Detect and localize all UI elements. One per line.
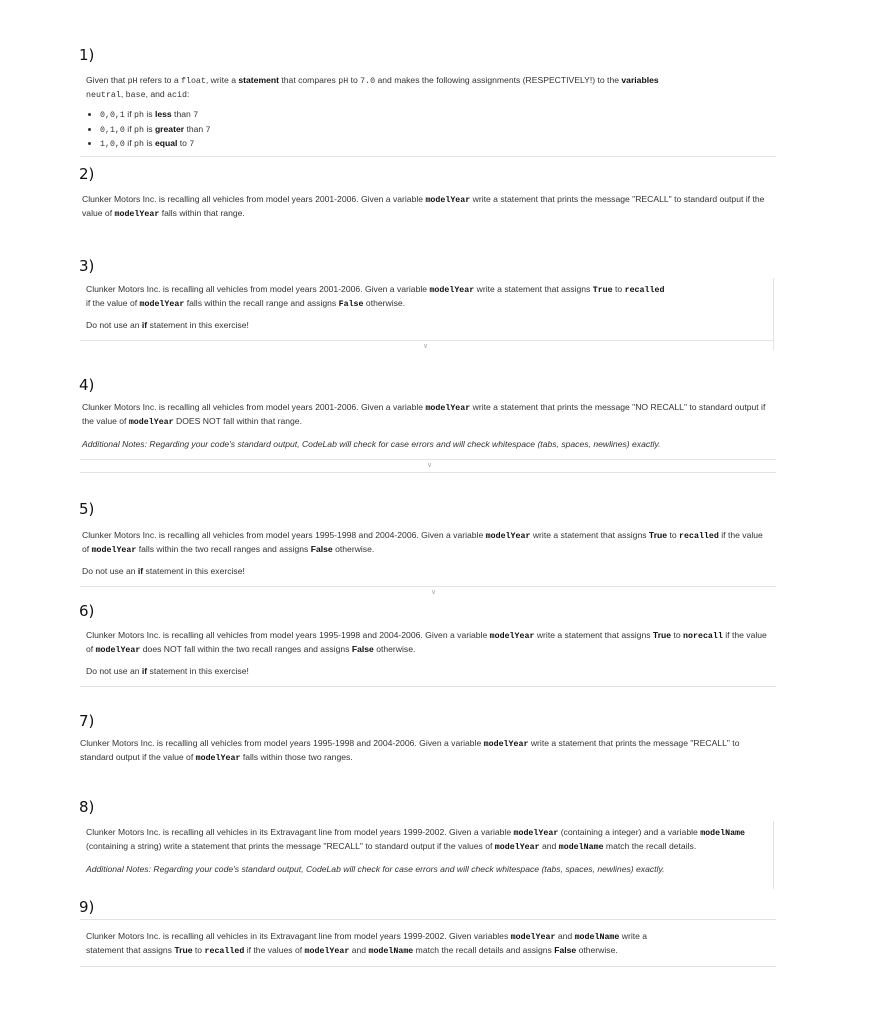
question-8-text: Clunker Motors Inc. is recalling all vehicles in its Extravagant line from model years 1999-2002. Given a variable modelYear (containing a integer) and a variable modelName (containing a string) write a statement that prints the message "RECALL" to standard output if the values of modelYear and modelName match the recall details. Additional Notes: Regarding your code's standard output, CodeLab will check for case errors and will check whitespace (tabs, spaces, newlines) exactly. xyxy=(86,826,770,876)
assignment-list xyxy=(86,108,776,152)
question-6-number: 6) xyxy=(79,602,95,620)
divider xyxy=(80,919,776,920)
list-item: • 1,0,0 if ph is equal to 7 xyxy=(100,137,776,152)
divider xyxy=(80,966,776,967)
divider xyxy=(80,686,776,687)
question-9-number: 9) xyxy=(79,898,95,916)
question-8-number: 8) xyxy=(79,798,95,816)
divider xyxy=(80,340,774,341)
question-2-text: Clunker Motors Inc. is recalling all vehicles from model years 2001-2006. Given a variable modelYear write a statement that prints the message "RECALL" to standard output if the value of modelYear falls within that range. xyxy=(82,194,765,219)
question-7-text: Clunker Motors Inc. is recalling all vehicles from model years 1995-1998 and 2004-2006. Given a variable modelYear write a statement that prints the message "RECALL" to standard output if the value of modelYear falls within those two ranges. xyxy=(80,738,740,763)
question-3-text: Clunker Motors Inc. is recalling all vehicles from model years 2001-2006. Given a variable modelYear write a statement that assigns True to recalled if the value of modelYear falls within the recall range and assigns False otherwise. Do not use an if statement in this exercise! xyxy=(86,284,665,330)
divider xyxy=(80,156,776,157)
divider xyxy=(80,472,776,473)
question-2-number: 2) xyxy=(79,165,95,183)
chevron-down-icon[interactable]: ∨ xyxy=(427,462,433,469)
question-1-text: Given that pH refers to a float, write a statement that compares pH to 7.0 and makes the following assignments (RESPECTIVELY!) to the variables neutral, base, and acid: • 0,0,1 if ph is less than 7 • 0,1,0 if ph is greater than 7 • 1,0,0 if ph is equal to 7 xyxy=(86,74,776,152)
divider xyxy=(80,459,776,460)
question-4-number: 4) xyxy=(79,376,95,394)
question-9-text: Clunker Motors Inc. is recalling all vehicles in its Extravagant line from model years 1999-2002. Given variables modelYear and modelName write a statement that assigns True to recalled if the values of modelYear and modelName match the recall details and assigns False otherwise. xyxy=(86,931,648,956)
question-5-number: 5) xyxy=(79,500,95,518)
chevron-down-icon[interactable]: ∨ xyxy=(423,343,429,350)
question-1-number: 1) xyxy=(79,46,95,64)
chevron-down-icon[interactable]: ∨ xyxy=(431,589,437,596)
question-6-text: Clunker Motors Inc. is recalling all vehicles from model years 1995-1998 and 2004-2006. Given a variable modelYear write a statement that assigns True to norecall if the value of modelYear does NOT fall within the two recall ranges and assigns False otherwise. Do not use an if statement in this exercise! xyxy=(86,630,767,676)
list-item: • 0,0,1 if ph is less than 7 xyxy=(100,108,776,123)
additional-notes: Additional Notes: Regarding your code's standard output, CodeLab will check for case errors and will check whitespace (tabs, spaces, newlines) exactly. xyxy=(86,864,665,874)
question-7-number: 7) xyxy=(79,712,95,730)
question-3-number: 3) xyxy=(79,257,95,275)
list-item: • 0,1,0 if ph is greater than 7 xyxy=(100,123,776,138)
divider xyxy=(80,586,776,587)
question-5-text: Clunker Motors Inc. is recalling all vehicles from model years 1995-1998 and 2004-2006. Given a variable modelYear write a statement that assigns True to recalled if the value of modelYear falls within the two recall ranges and assigns False otherwise. Do not use an if statement in this exercise! xyxy=(82,530,763,576)
additional-notes: Additional Notes: Regarding your code's standard output, CodeLab will check for case errors and will check whitespace (tabs, spaces, newlines) exactly. xyxy=(82,439,661,449)
panel-border xyxy=(773,821,774,889)
question-4-text: Clunker Motors Inc. is recalling all vehicles from model years 2001-2006. Given a variable modelYear write a statement that prints the message "NO RECALL" to standard output if the value of modelYear DOES NOT fall within that range. Additional Notes: Regarding your code's standard output, CodeLab will check for case errors and will check whitespace (tabs, spaces, newlines) exactly. xyxy=(82,401,768,451)
